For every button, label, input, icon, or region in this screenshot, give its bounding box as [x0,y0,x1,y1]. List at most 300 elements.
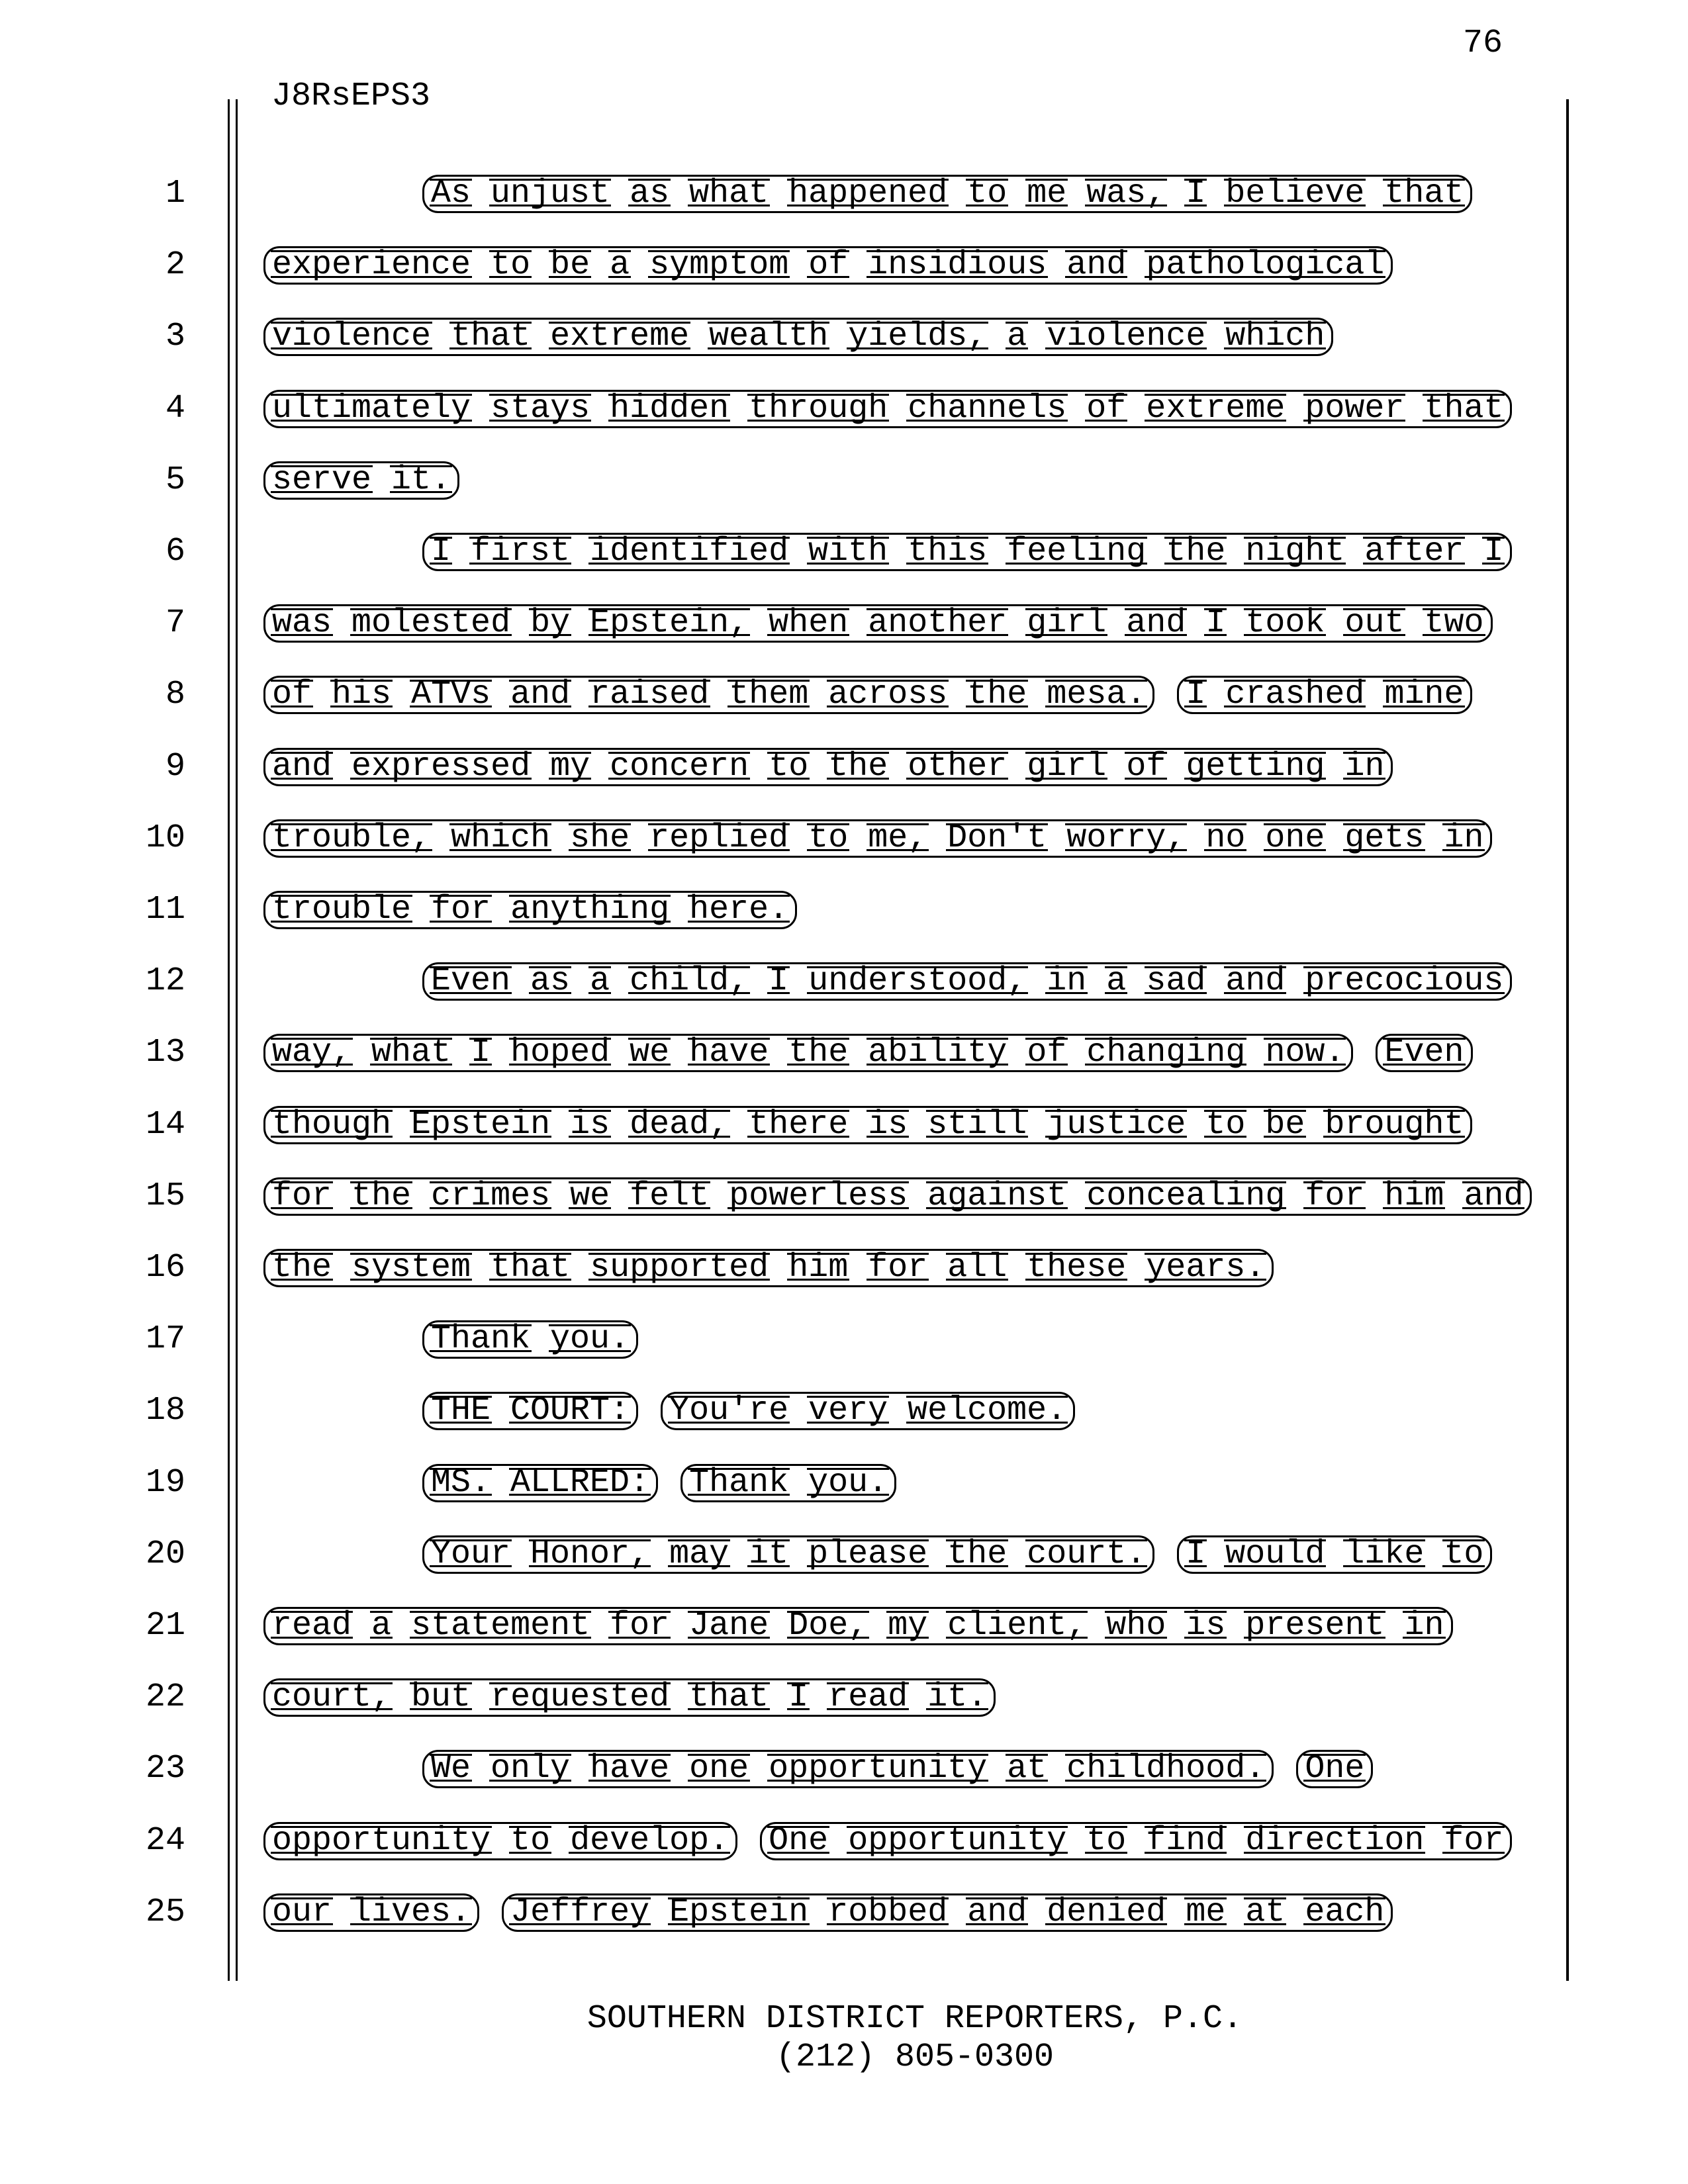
word: me [1027,175,1067,212]
word: to [491,246,531,284]
word: robbed [828,1893,948,1931]
word: at [1245,1893,1286,1931]
word: present [1245,1607,1385,1645]
transcript-line [0,891,1688,929]
word: my [550,748,590,786]
word: COURT: [510,1392,630,1430]
word: only [491,1750,571,1788]
word: childhood. [1066,1750,1266,1788]
word: them [729,676,809,713]
phrase-box [1177,1535,1492,1574]
word: took [1245,604,1325,642]
transcript-line [0,1678,1688,1717]
word: mesa. [1047,676,1147,713]
word: symptom [649,246,789,284]
word: statement [411,1607,590,1645]
word: channels [908,390,1067,428]
transcript-line [0,461,1688,500]
transcript-line [0,1607,1688,1645]
word: and [1066,246,1127,284]
word: these [1027,1249,1127,1287]
word: still [927,1106,1027,1144]
word: raised [590,676,710,713]
word: I [431,533,451,570]
word: MS. [431,1464,491,1502]
reporter-footer [263,2000,1566,2077]
word: we [630,1034,670,1071]
word: him [788,1249,849,1287]
phrase-box [263,676,1154,714]
word: against [927,1177,1067,1215]
word: me, [868,819,928,857]
word: which [1225,318,1325,355]
word: unjust [491,175,610,212]
word: I [1205,604,1226,642]
phrase-box [760,1822,1512,1860]
word: by [530,604,571,642]
line-content [263,1678,996,1717]
word: crimes [431,1177,551,1215]
phrase-box [1177,676,1472,714]
word: the [1166,533,1226,570]
word: night [1245,533,1345,570]
word: all [947,1249,1008,1287]
word: that [1424,390,1504,428]
word: the [788,1034,849,1071]
word: me [1186,1893,1226,1931]
phrase-box [263,819,1492,858]
line-number: 13 [145,1034,185,1071]
word: Your [431,1535,511,1573]
word: requested [491,1678,670,1716]
phrase-box [263,461,459,500]
word: girl [1027,748,1107,786]
word: at [1007,1750,1047,1788]
transcript-line [0,246,1688,285]
word: what [689,175,769,212]
line-content [263,1177,1532,1216]
word: read [272,1607,352,1645]
line-number: 12 [145,962,185,1000]
word: here. [689,891,789,929]
line-number: 9 [165,748,185,786]
word: one [1265,819,1325,857]
word: is [1186,1607,1226,1645]
transcript-line [0,1034,1688,1072]
transcript-line [0,1249,1688,1287]
word: and [1126,604,1186,642]
transcript-line [0,533,1688,571]
word: Even [1384,1034,1464,1071]
line-content [263,246,1393,285]
word: each [1305,1893,1385,1931]
transcript-line [0,676,1688,714]
word: ALLRED: [510,1464,650,1502]
word: a [371,1607,392,1645]
line-content [422,962,1512,1001]
word: denied [1047,1893,1166,1931]
word: felt [630,1177,710,1215]
word: Thank [689,1464,789,1502]
word: and [1464,1177,1524,1215]
phrase-box [1376,1034,1472,1072]
word: worry, [1066,819,1186,857]
word: very [808,1392,888,1430]
line-content [263,891,797,929]
word: in [1444,819,1484,857]
word: the [828,748,888,786]
word: expressed [352,748,531,786]
word: ability [868,1034,1008,1071]
word: a [1007,318,1027,355]
word: is [868,1106,908,1144]
word: a [1106,962,1127,1000]
word: a [610,246,630,284]
line-content [422,1320,638,1359]
session-code: J8RsEPS3 [271,77,431,115]
word: powerless [729,1177,908,1215]
phrase-box [422,1750,1274,1788]
reporter-name: SOUTHERN DISTRICT REPORTERS, P.C. [586,2000,1243,2038]
word: to [510,1822,551,1860]
transcript-line [0,390,1688,428]
word: opportunity [769,1750,988,1788]
transcript-line [0,1106,1688,1144]
word: I [1186,1535,1206,1573]
word: and [967,1893,1027,1931]
word: court, [272,1678,392,1716]
transcript-line [0,819,1688,858]
word: understood, [808,962,1027,1000]
word: for [1305,1177,1365,1215]
line-number: 7 [165,604,185,642]
line-content [422,1392,1075,1430]
word: As [431,175,471,212]
word: I [769,962,789,1000]
word: pathological [1146,246,1385,284]
word: Don't [947,819,1047,857]
transcript-line [0,1392,1688,1430]
word: there [749,1106,849,1144]
word: be [1265,1106,1305,1144]
word: may [669,1535,729,1573]
word: be [550,246,590,284]
word: One [769,1822,829,1860]
word: I [471,1034,491,1071]
line-number: 2 [165,246,185,284]
word: changing [1086,1034,1246,1071]
word: serve [272,461,372,499]
line-content [422,533,1512,571]
word: welcome. [908,1392,1067,1430]
word: would [1225,1535,1325,1573]
line-number: 24 [145,1822,185,1860]
line-content [263,1249,1274,1287]
word: and [1225,962,1286,1000]
word: violence [1047,318,1206,355]
word: happened [788,175,948,212]
line-number: 4 [165,390,185,428]
word: We [431,1750,471,1788]
word: the [352,1177,412,1215]
word: gets [1344,819,1425,857]
line-content [422,1535,1492,1574]
word: as [530,962,571,1000]
line-content [263,461,459,500]
word: was, [1086,175,1166,212]
word: to [769,748,809,786]
word: trouble, [272,819,432,857]
word: dead, [630,1106,729,1144]
transcript-line [0,1464,1688,1502]
word: two [1424,604,1484,642]
transcript-line [0,318,1688,356]
word: I [1186,175,1206,212]
reporter-phone: (212) 805-0300 [775,2038,1055,2076]
word: the [947,1535,1008,1573]
word: through [749,390,888,428]
line-content [422,175,1472,213]
phrase-box [422,962,1512,1001]
word: system [352,1249,471,1287]
word: direction [1245,1822,1425,1860]
line-content [263,1822,1512,1860]
word: court. [1027,1535,1147,1573]
word: identified [590,533,789,570]
word: with [808,533,888,570]
word: to [1086,1822,1127,1860]
word: was [272,604,332,642]
phrase-box [263,748,1393,786]
line-number: 16 [145,1249,185,1287]
phrase-box [661,1392,1075,1430]
word: read [828,1678,908,1716]
word: Epstein [669,1893,809,1931]
word: it. [391,461,451,499]
word: One [1305,1750,1365,1788]
line-content [263,676,1472,714]
word: as [630,175,670,212]
word: of [1126,748,1166,786]
word: hoped [510,1034,610,1071]
word: though [272,1106,392,1144]
phrase-box [263,1678,996,1717]
word: my [888,1607,928,1645]
word: it. [927,1678,988,1716]
word: girl [1027,604,1107,642]
transcript-line [0,1535,1688,1574]
word: trouble [272,891,412,929]
word: Jeffrey [510,1893,650,1931]
line-number: 21 [145,1607,185,1645]
word: another [868,604,1008,642]
word: lives. [352,1893,471,1931]
word: wealth [709,318,829,355]
phrase-box [422,533,1512,571]
line-content [263,1034,1473,1072]
line-number: 8 [165,676,185,713]
page-number: 76 [1462,24,1503,62]
word: way, [272,1034,352,1071]
word: him [1384,1177,1444,1215]
word: Epstein [411,1106,551,1144]
transcript-line [0,1750,1688,1788]
line-number: 10 [145,819,185,857]
phrase-box [263,1249,1274,1287]
word: I [1186,676,1206,713]
word: and [510,676,571,713]
phrase-box [422,1320,638,1359]
word: one [689,1750,749,1788]
line-content [422,1750,1373,1788]
line-content [263,604,1493,643]
word: stays [491,390,590,428]
word: Jane [689,1607,769,1645]
word: replied [649,819,789,857]
phrase-box [263,390,1512,428]
word: supported [590,1249,769,1287]
line-number: 25 [145,1893,185,1931]
phrase-box [263,1822,737,1860]
word: sad [1146,962,1206,1000]
word: what [371,1034,451,1071]
word: crashed [1225,676,1365,713]
word: first [471,533,571,570]
word: precocious [1305,962,1504,1000]
word: opportunity [848,1822,1067,1860]
word: insidious [868,246,1047,284]
phrase-box [263,1893,479,1932]
word: for [868,1249,928,1287]
word: getting [1186,748,1325,786]
line-number: 22 [145,1678,185,1716]
word: You're [669,1392,789,1430]
word: after [1364,533,1464,570]
word: anything [510,891,670,929]
phrase-box [263,1607,1453,1645]
word: for [272,1177,332,1215]
phrase-box [263,1177,1532,1216]
word: when [769,604,849,642]
word: find [1146,1822,1226,1860]
word: I [1483,533,1504,570]
word: we [570,1177,610,1215]
word: you. [808,1464,888,1502]
line-number: 6 [165,533,185,570]
line-content [263,390,1512,428]
word: in [1404,1607,1444,1645]
word: to [967,175,1008,212]
word: for [431,891,491,929]
line-number: 19 [145,1464,185,1502]
word: in [1047,962,1087,1000]
word: believe [1225,175,1365,212]
word: brought [1325,1106,1464,1144]
word: like [1344,1535,1425,1573]
line-number: 5 [165,461,185,499]
word: our [272,1893,332,1931]
phrase-box [502,1893,1393,1932]
word: it [749,1535,789,1573]
word: develop. [570,1822,729,1860]
transcript-line [0,1177,1688,1216]
word: of [272,676,312,713]
transcript-line [0,962,1688,1001]
line-number: 3 [165,318,185,355]
phrase-box [263,318,1333,356]
line-number: 20 [145,1535,185,1573]
word: of [808,246,849,284]
phrase-box [263,1034,1353,1072]
line-number: 1 [165,175,185,212]
word: in [1344,748,1385,786]
word: no [1205,819,1246,857]
phrase-box [263,246,1393,285]
line-number: 18 [145,1392,185,1430]
word: Doe, [788,1607,868,1645]
word: is [570,1106,610,1144]
phrase-box [422,1535,1154,1574]
phrase-box [1296,1750,1373,1788]
word: Epstein, [590,604,749,642]
word: child, [630,962,749,1000]
word: ultimately [272,390,471,428]
word: I [788,1678,809,1716]
line-content [263,318,1333,356]
word: power [1305,390,1405,428]
word: ATVs [411,676,491,713]
word: please [808,1535,928,1573]
word: hidden [610,390,729,428]
phrase-box [680,1464,896,1502]
word: Thank [431,1320,531,1358]
word: extreme [550,318,690,355]
word: extreme [1146,390,1286,428]
word: she [570,819,630,857]
word: concern [610,748,749,786]
word: to [808,819,849,857]
word: justice [1047,1106,1186,1144]
phrase-box [263,604,1493,643]
word: and [272,748,332,786]
phrase-box [422,1464,658,1502]
word: violence [272,318,432,355]
transcript-line [0,175,1688,213]
word: molested [352,604,511,642]
word: but [411,1678,471,1716]
word: THE [431,1392,491,1430]
word: have [590,1750,670,1788]
word: who [1106,1607,1166,1645]
word: that [1384,175,1464,212]
word: mine [1384,676,1464,713]
transcript-line [0,748,1688,786]
transcript-line [0,1893,1688,1932]
word: for [1444,1822,1504,1860]
word: for [610,1607,670,1645]
phrase-box [263,891,797,929]
word: have [689,1034,769,1071]
word: out [1344,604,1405,642]
phrase-box [422,175,1472,213]
line-number: 15 [145,1177,185,1215]
word: of [1027,1034,1067,1071]
line-number: 17 [145,1320,185,1358]
word: now. [1265,1034,1345,1071]
line-number: 23 [145,1750,185,1788]
word: feeling [1007,533,1147,570]
word: experience [272,246,471,284]
